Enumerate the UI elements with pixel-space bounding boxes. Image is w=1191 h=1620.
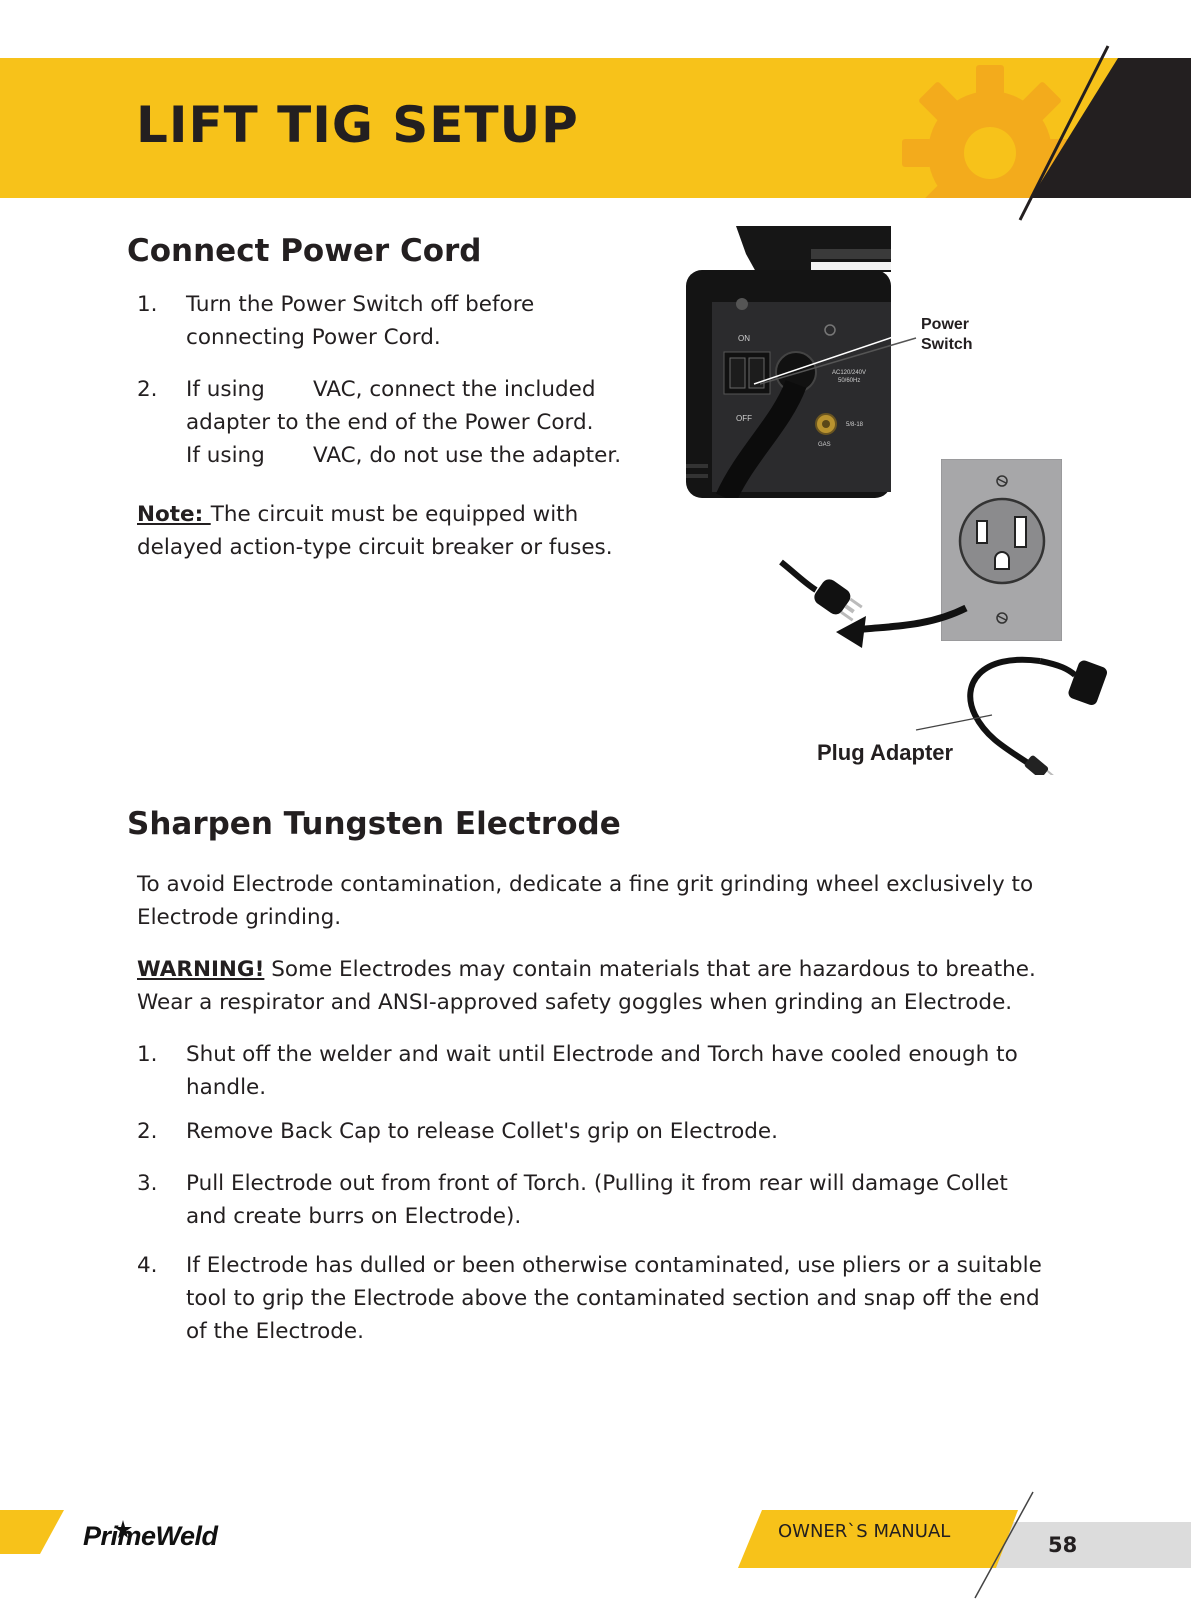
step-number: 1.	[137, 292, 158, 317]
panel-voltage-label: AC120/240V	[832, 370, 867, 376]
step-text: Remove Back Cap to release Collet's grip on Electrode.	[186, 1119, 778, 1144]
plug-and-arrow	[776, 556, 986, 656]
intro-paragraph	[137, 868, 1097, 934]
footer-page-tab	[990, 1522, 1191, 1568]
panel-gas-label: GAS	[818, 442, 831, 448]
step-number: 2.	[137, 377, 158, 402]
power-switch-text: Switch	[921, 336, 973, 353]
step-number: 2.	[137, 1119, 158, 1144]
step-text: If using	[186, 377, 265, 402]
step-number: 3.	[137, 1171, 158, 1196]
list-item	[186, 1115, 1086, 1148]
section-heading-power-cord: Connect Power Cord	[127, 233, 482, 269]
step-text: of the Electrode.	[186, 1319, 364, 1344]
intro-text: Electrode grinding.	[137, 905, 342, 930]
power-switch-label	[921, 315, 973, 355]
page-number: 58	[1048, 1533, 1078, 1557]
step-number: 4.	[137, 1253, 158, 1278]
list-item	[186, 1167, 1086, 1233]
panel-on-label: ON	[738, 334, 750, 343]
step-text: If Electrode has dulled or been otherwise contaminated, use pliers or a suitable	[186, 1253, 1042, 1278]
plug-adapter-label: Plug Adapter	[817, 740, 954, 765]
step-text: Turn the Power Switch off before	[186, 292, 535, 317]
footer-left-tab	[0, 1510, 64, 1554]
step-text: If using	[186, 443, 265, 468]
step-text: connecting Power Cord.	[186, 325, 441, 350]
step-text: adapter to the end of the Power Cord.	[186, 410, 594, 435]
warning-text: Some Electrodes may contain materials that are hazardous to breathe.	[264, 957, 1036, 982]
step-text: tool to grip the Electrode above the contaminated section and snap off the end	[186, 1286, 1040, 1311]
note-text: delayed action-type circuit breaker or fuses.	[137, 535, 613, 560]
warning-text: Wear a respirator and ANSI-approved safety goggles when grinding an Electrode.	[137, 990, 1013, 1015]
note-paragraph	[137, 498, 657, 564]
power-switch-text: Power	[921, 316, 970, 333]
panel-thread-label: 5/8-18	[846, 422, 864, 428]
list-item	[186, 373, 646, 472]
warning-paragraph	[137, 953, 1117, 1019]
brand-logo	[83, 1518, 218, 1549]
step-text: Pull Electrode out from front of Torch. (Pulling it from rear will damage Collet	[186, 1171, 1008, 1196]
step-text: Shut off the welder and wait until Electrode and Torch have cooled enough to	[186, 1042, 1018, 1067]
brand-text: PrimeWeld	[83, 1521, 218, 1551]
step-number: 1.	[137, 1042, 158, 1067]
list-item	[186, 1249, 1086, 1348]
panel-freq-label: 50/60Hz	[838, 378, 861, 384]
step-text: VAC, do not use the adapter.	[313, 443, 622, 468]
power-switch-leader	[760, 330, 920, 390]
step-text: and create burrs on Electrode).	[186, 1204, 522, 1229]
page-title: LIFT TIG SETUP	[136, 96, 579, 154]
list-item	[186, 1038, 1086, 1104]
list-item	[186, 288, 534, 354]
note-label: Note:	[137, 502, 211, 527]
note-text: The circuit must be equipped with	[210, 502, 579, 527]
warning-label: WARNING!	[137, 957, 265, 982]
step-text: VAC, connect the included	[313, 377, 596, 402]
section-heading-sharpen: Sharpen Tungsten Electrode	[127, 806, 621, 842]
owners-manual-label: OWNER`S MANUAL	[778, 1521, 951, 1542]
intro-text: To avoid Electrode contamination, dedicate a fine grit grinding wheel exclusively to	[137, 872, 1034, 897]
panel-off-label: OFF	[736, 414, 752, 423]
step-text: handle.	[186, 1075, 267, 1100]
diagonal-line	[1010, 44, 1110, 224]
